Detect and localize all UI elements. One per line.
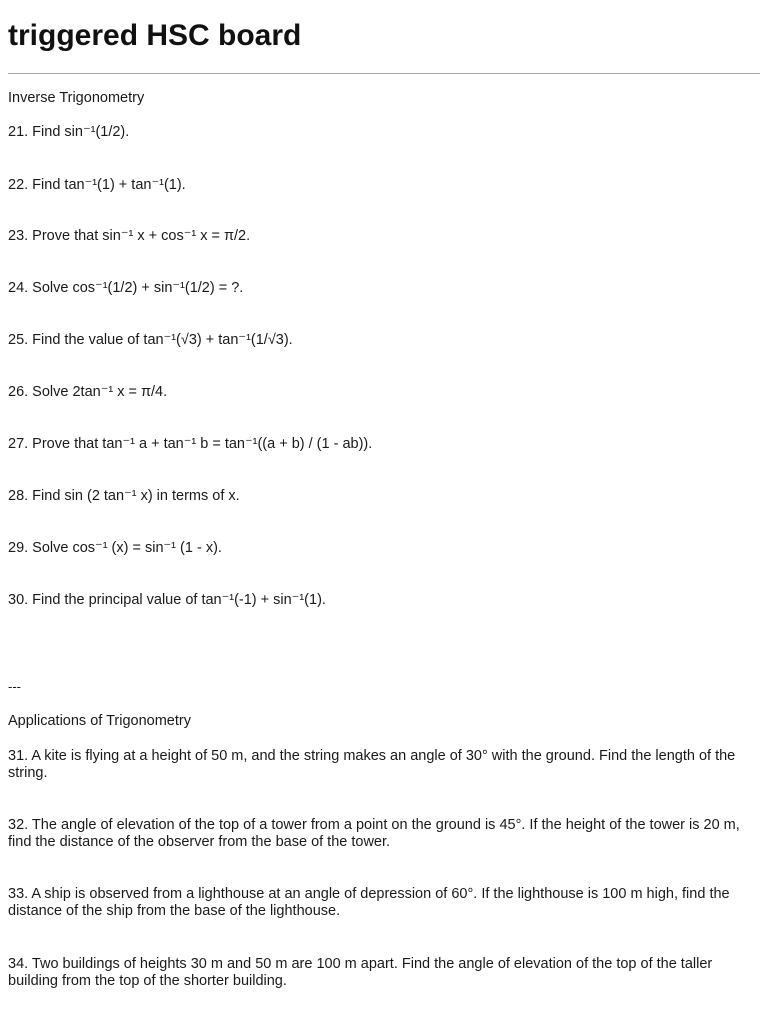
- question-31: 31. A kite is flying at a height of 50 m, and the string makes an angle of 30° with the ground. Find the length of the string.: [8, 748, 736, 781]
- section-heading-inverse-trigonometry: Inverse Trigonometry: [8, 90, 145, 106]
- question-22: 22. Find tan⁻¹(1) + tan⁻¹(1).: [8, 177, 186, 193]
- question-32: 32. The angle of elevation of the top of a tower from a point on the ground is 45°. If the height of the tower is 20 m, find the distance of the observer from the base of the tower.: [8, 817, 740, 850]
- question-33: 33. A ship is observed from a lighthouse at an angle of depression of 60°. If the lighthouse is 100 m high, find the distance of the ship from the base of the lighthouse.: [8, 886, 730, 919]
- question-26: 26. Solve 2tan⁻¹ x = π/4.: [8, 384, 168, 400]
- section-separator: ---: [8, 679, 21, 694]
- page-title: triggered HSC board: [8, 19, 302, 52]
- question-28: 28. Find sin (2 tan⁻¹ x) in terms of x.: [8, 488, 240, 504]
- section-heading-applications-of-trigonometry: Applications of Trigonometry: [8, 713, 191, 729]
- question-24: 24. Solve cos⁻¹(1/2) + sin⁻¹(1/2) = ?.: [8, 280, 244, 296]
- question-34: 34. Two buildings of heights 30 m and 50 m are 100 m apart. Find the angle of elevation of the top of the taller building from the top of the shorter building.: [8, 956, 713, 989]
- question-25: 25. Find the value of tan⁻¹(√3) + tan⁻¹(1/√3).: [8, 332, 293, 348]
- question-27: 27. Prove that tan⁻¹ a + tan⁻¹ b = tan⁻¹((a + b) / (1 - ab)).: [8, 436, 373, 452]
- question-29: 29. Solve cos⁻¹ (x) = sin⁻¹ (1 - x).: [8, 540, 222, 556]
- question-21: 21. Find sin⁻¹(1/2).: [8, 124, 130, 140]
- question-23: 23. Prove that sin⁻¹ x + cos⁻¹ x = π/2.: [8, 228, 251, 244]
- question-30: 30. Find the principal value of tan⁻¹(-1) + sin⁻¹(1).: [8, 592, 326, 608]
- title-divider: [8, 73, 760, 74]
